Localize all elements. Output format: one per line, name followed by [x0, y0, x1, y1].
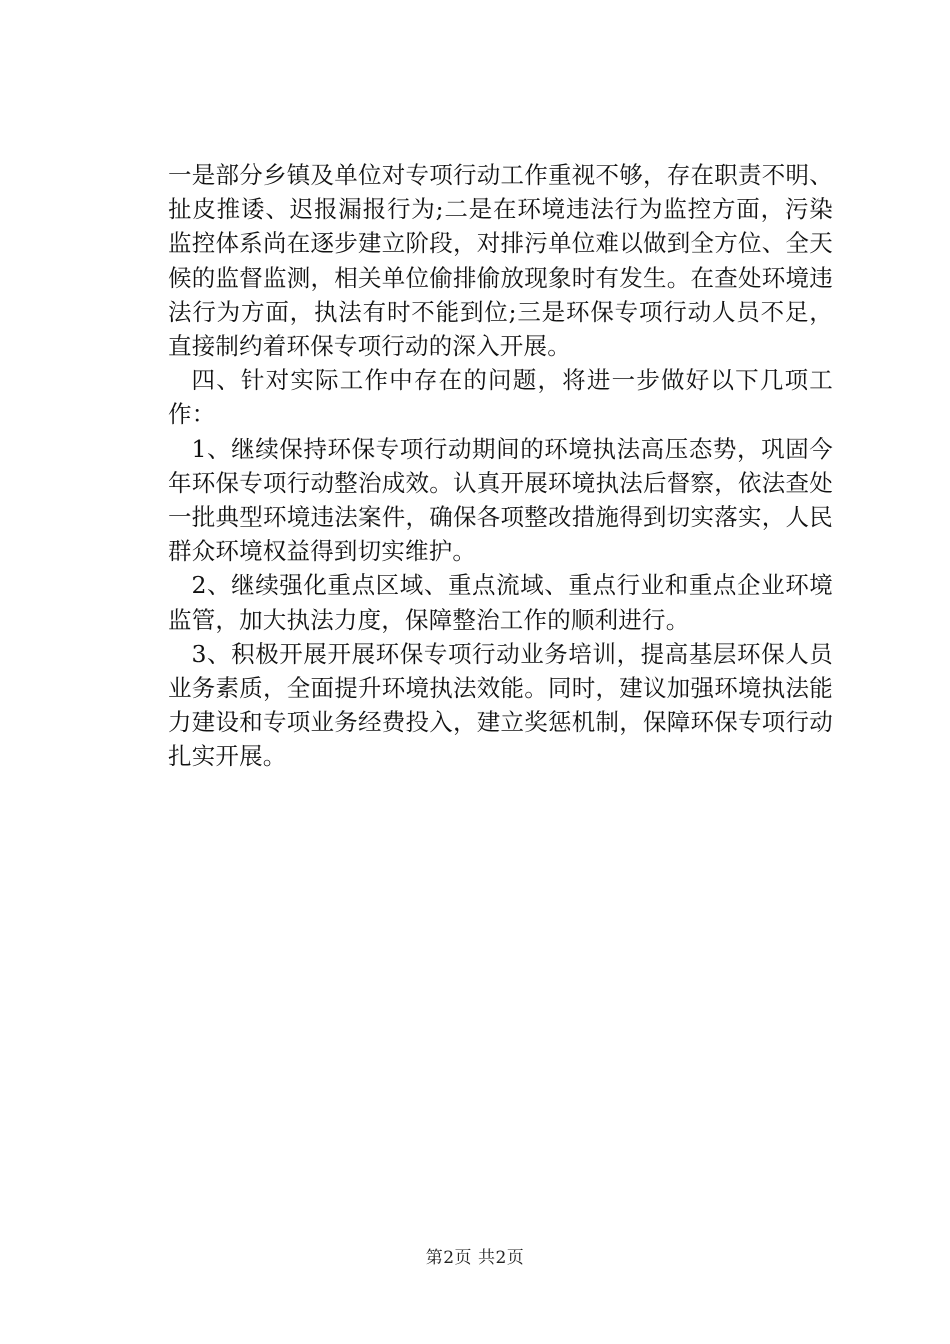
document-body: [168, 158, 833, 774]
paragraph-item-1: 1、继续保持环保专项行动期间的环境执法高压态势，巩固今年环保专项行动整治成效。认真开展环境执法后督察，依法查处一批典型环境违法案件，确保各项整改措施得到切实落实，人民群众环境权益得到切实维护。: [168, 434, 833, 566]
paragraph-problems: 一是部分乡镇及单位对专项行动工作重视不够，存在职责不明、扯皮推诿、迟报漏报行为;二是在环境违法行为监控方面，污染监控体系尚在逐步建立阶段，对排污单位难以做到全方位、全天候的监督监测，相关单位偷排偷放现象时有发生。在查处环境违法行为方面，执法有时不能到位;三是环保专项行动人员不足，直接制约着环保专项行动的深入开展。: [168, 161, 833, 361]
paragraph-item-2: 2、继续强化重点区域、重点流域、重点行业和重点企业环境监管，加大执法力度，保障整治工作的顺利进行。: [168, 571, 833, 634]
paragraph-section-four-heading: 四、针对实际工作中存在的问题，将进一步做好以下几项工作：: [168, 366, 833, 429]
page-number-footer: 第2页 共2页: [425, 1248, 525, 1268]
paragraph-item-3: 3、积极开展开展环保专项行动业务培训，提高基层环保人员业务素质，全面提升环境执法效能。同时，建议加强环境执法能力建设和专项业务经费投入，建立奖惩机制，保障环保专项行动扎实开展。: [168, 639, 833, 771]
